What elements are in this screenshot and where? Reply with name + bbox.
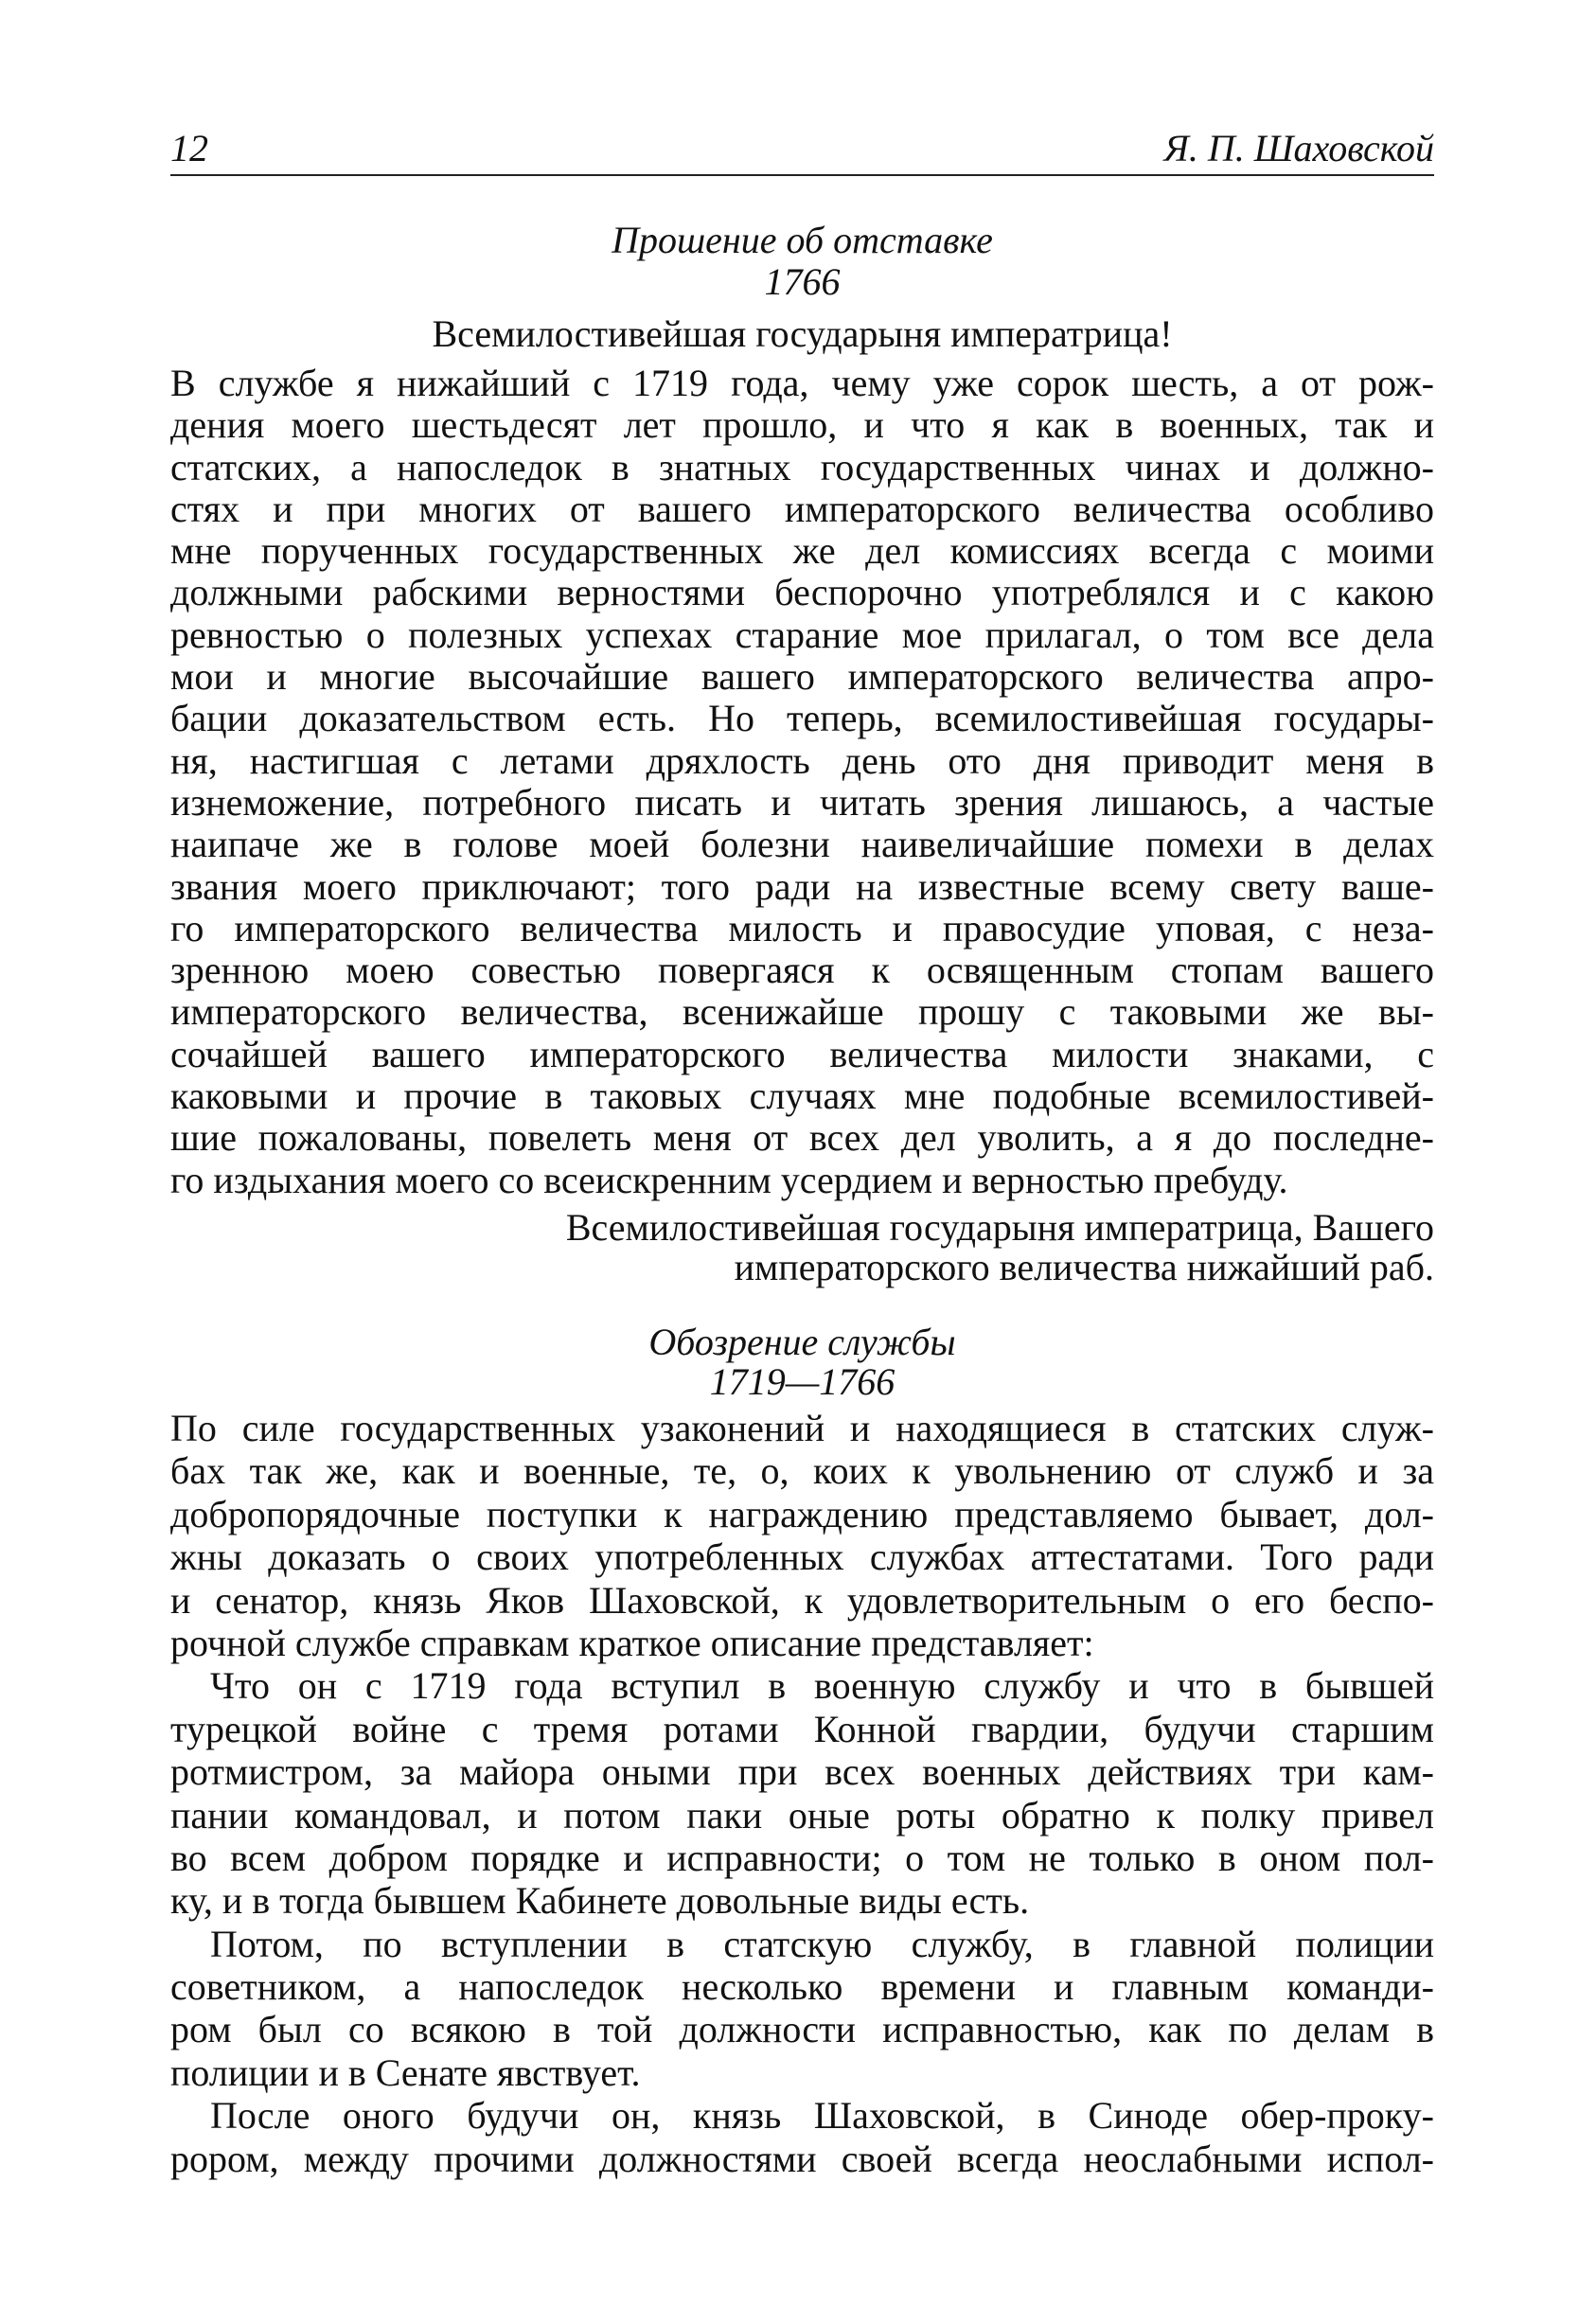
text-line: каковыми и прочие в таковых случаях мне подобные всемилостивей- [170, 1075, 1434, 1118]
text-line: зренною моею совестью повергаяся к освященным стопам вашего [170, 949, 1434, 992]
text-line: сочайшей вашего императорского величества милости знаками, с [170, 1033, 1434, 1075]
text-line: рором, между прочими должностями своей всегда неослабными испол- [170, 2137, 1434, 2180]
text-line: го издыхания моего со всеискренним усердием и верностью пребуду. [170, 1159, 1288, 1201]
text-line: турецкой войне с тремя ротами Конной гвардии, будучи старшим [170, 1707, 1434, 1750]
text-line: стях и при многих от вашего императорского величества особливо [170, 488, 1434, 530]
text-line: изнеможение, потребного писать и читать зрения лишаюсь, а частые [170, 781, 1434, 824]
section1-title: Прошение об отставке [612, 219, 993, 261]
running-title: Я. П. Шаховской [1163, 127, 1434, 169]
signature-line: императорского величества нижайший раб. [734, 1246, 1434, 1288]
text-line: ревностью о полезных успехах старание мое прилагал, о том все дела [170, 613, 1434, 656]
text-line: бации доказательством есть. Но теперь, всемилостивейшая государы- [170, 698, 1434, 740]
text-line: должными рабскими верностями беспорочно употреблялся и с какою [170, 572, 1434, 614]
text-line: ку, и в тогда бывшем Кабинете довольные виды есть. [170, 1879, 1030, 1923]
section2-body [170, 1407, 1434, 2180]
text-line: ня, настигшая с летами дряхлость день ото дня приводит меня в [170, 739, 1434, 782]
text-line: жны доказать о своих употребленных службах аттестатами. Того ради [170, 1535, 1434, 1579]
text-line: императорского величества, всенижайше прошу с таковыми же вы- [170, 991, 1434, 1034]
text-line: шие пожалованы, повелеть меня от всех дел уволить, а я до последне- [170, 1117, 1434, 1160]
section1-year: 1766 [764, 260, 841, 303]
signature [393, 1208, 1434, 1287]
text-line: во всем добром порядке и исправности; о том не только в оном пол- [170, 1836, 1434, 1879]
signature-line: Всемилостивейшая государыня императрица, Вашего [565, 1206, 1434, 1249]
text-line: Что он с 1719 года вступил в военную службу и что в бывшей [210, 1664, 1434, 1708]
text-line: го императорского величества милость и правосудие уповая, с неза- [170, 907, 1434, 949]
section2-years: 1719—1766 [709, 1360, 896, 1403]
text-line: мне порученных государственных же дел комиссиях всегда с моими [170, 530, 1434, 573]
text-line: бах так же, как и военные, те, о, коих к увольнению от служб и за [170, 1449, 1434, 1493]
text-line: пании командовал, и потом паки оные роты обратно к полку привел [170, 1793, 1434, 1837]
header-rule [170, 174, 1434, 176]
section2-title: Обозрение службы [648, 1321, 956, 1363]
text-line: добропорядочные поступки к награждению представляемо бывает, дол- [170, 1492, 1434, 1535]
text-line: После оного будучи он, князь Шаховской, в Синоде обер-проку- [210, 2094, 1434, 2138]
text-line: ром был со всякою в той должности исправностью, как по делам в [170, 2008, 1434, 2051]
text-line: В службе я нижайший с 1719 года, чему уже сорок шесть, а от рож- [170, 363, 1434, 404]
text-line: рочной службе справкам краткое описание представляет: [170, 1621, 1094, 1664]
text-line: Потом, по вступлении в статскую службу, в главной полиции [210, 1922, 1434, 1965]
text-line: наипаче же в голове моей болезни наивеличайшие помехи в делах [170, 824, 1434, 866]
text-line: советником, а напоследок несколько времени и главным команди- [170, 1965, 1434, 2009]
section1-salutation: Всемилостивейшая государыня императрица! [432, 312, 1173, 355]
text-line: статских, а напоследок в знатных государственных чинах и должно- [170, 446, 1434, 488]
text-line: и сенатор, князь Яков Шаховской, к удовлетворительным о его беспо- [170, 1578, 1434, 1622]
text-line: По силе государственных узаконений и находящиеся в статских служ- [170, 1407, 1434, 1449]
text-line: звания моего приключают; того ради на известные всему свету ваше- [170, 865, 1434, 908]
text-line: ротмистром, за майора оными при всех военных действиях три кам- [170, 1750, 1434, 1794]
text-line: дения моего шестьдесят лет прошло, и что я как в военных, так и [170, 404, 1434, 447]
text-line: мои и многие высочайшие вашего императорского величества апро- [170, 656, 1434, 699]
page-number: 12 [170, 127, 208, 169]
text-line: полиции и в Сенате явствует. [170, 2050, 641, 2094]
page-header [170, 127, 1434, 172]
section1-body [170, 363, 1434, 1201]
